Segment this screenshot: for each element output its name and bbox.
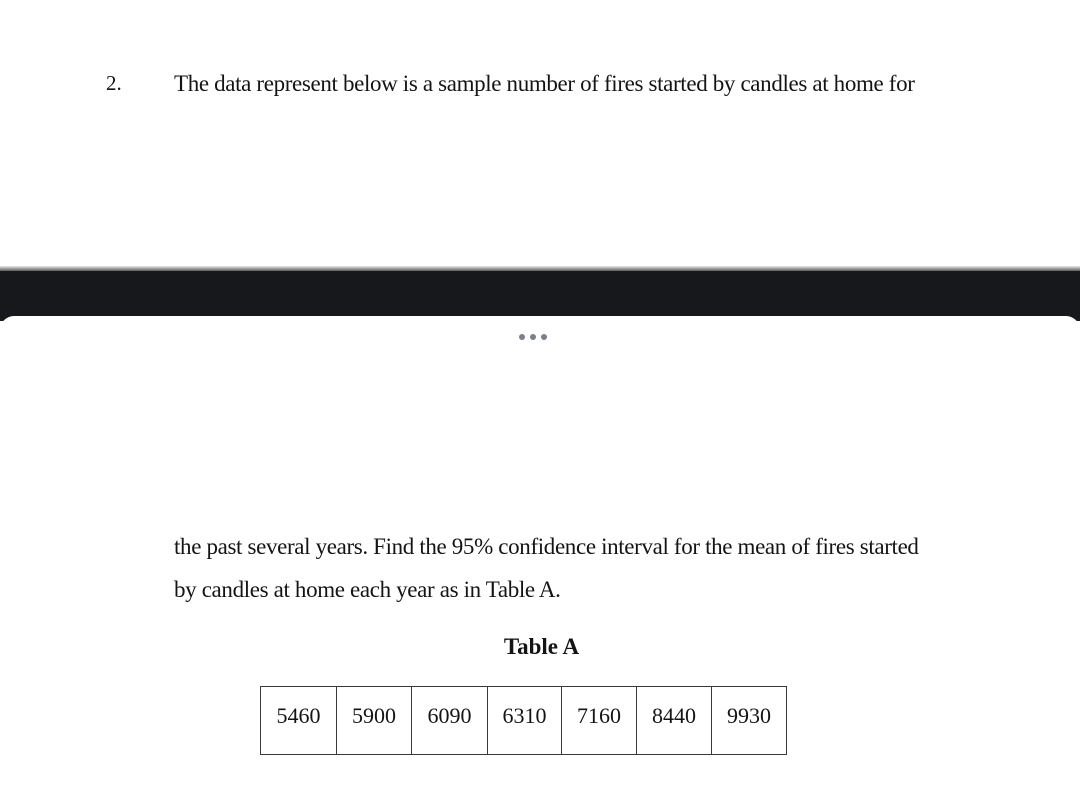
question-number: 2. — [106, 71, 122, 95]
cell-value: 6090 — [427, 703, 472, 728]
table-caption: Table A — [503, 634, 580, 659]
table-cell — [488, 687, 562, 755]
table-row — [261, 687, 787, 755]
table-cell — [412, 687, 488, 755]
ellipsis-dot — [541, 334, 547, 340]
table-cell — [637, 687, 712, 755]
table-cell — [562, 687, 637, 755]
question-text-line-3: by candles at home each year as in Table A. — [174, 577, 561, 602]
table-cell — [712, 687, 787, 755]
table-cell — [261, 687, 337, 755]
table-cell — [337, 687, 412, 755]
cell-value: 7160 — [577, 703, 621, 728]
ellipsis-dot — [519, 334, 525, 340]
screen-divider-band — [0, 271, 1080, 321]
ellipsis-icon[interactable] — [519, 334, 559, 342]
cell-value: 5460 — [276, 703, 321, 728]
cell-value: 9930 — [727, 703, 771, 728]
question-text-line-1: The data represent below is a sample number of fires started by candles at home for — [174, 71, 915, 96]
ellipsis-dot — [530, 334, 536, 340]
cell-value: 6310 — [502, 703, 547, 728]
question-text-line-2: the past several years. Find the 95% confidence interval for the mean of fires started — [174, 534, 919, 559]
data-table — [260, 686, 787, 755]
top-document-page — [0, 0, 1080, 270]
cell-value: 5900 — [352, 703, 396, 728]
cell-value: 8440 — [652, 703, 696, 728]
